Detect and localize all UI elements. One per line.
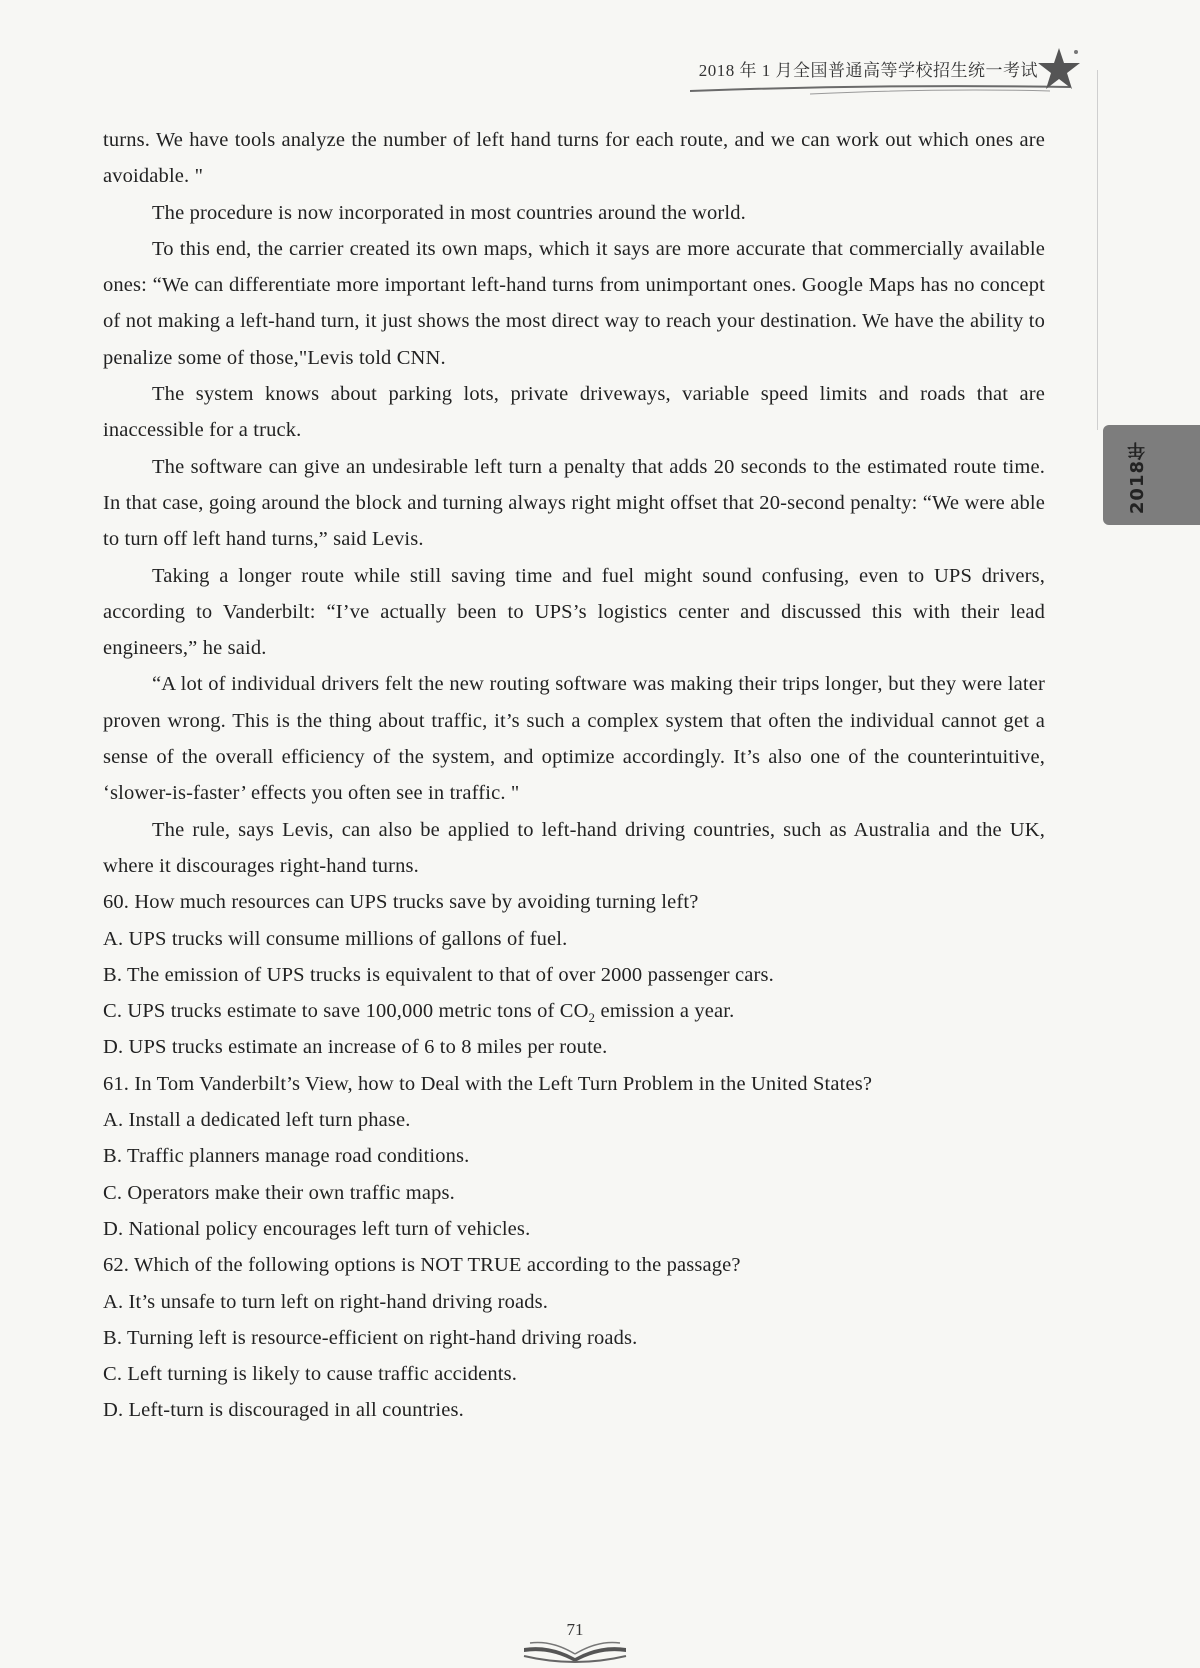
option-d: D. Left-turn is discouraged in all countries. bbox=[103, 1399, 464, 1422]
page-number: 71 bbox=[566, 1620, 584, 1639]
option-b: B. Traffic planners manage road conditions. bbox=[103, 1145, 470, 1168]
passage bbox=[103, 122, 1045, 884]
question-stem: 60. How much resources can UPS trucks save by avoiding turning left? bbox=[103, 891, 699, 914]
paragraph: Taking a longer route while still saving time and fuel might sound confusing, even to UPS drivers, according to Vanderbilt: “I’ve actually been to UPS’s logistics center and discussed this with their lead engineers,” he said. bbox=[103, 564, 1045, 660]
paragraph: “A lot of individual drivers felt the new routing software was making their trips longer, but they were later proven wrong. This is the thing about traffic, it’s such a complex system that often the individual cannot get a sense of the overall efficiency of the system, and optimize accordingly. It’s also one of the counterintuitive, ‘slower-is-faster’ effects you often see in traffic. " bbox=[103, 673, 1045, 805]
exam-title: 2018 年 1 月全国普通高等学校招生统一考试 bbox=[698, 61, 1038, 80]
header-swoosh-decoration bbox=[690, 82, 1070, 96]
option-c: C. Left turning is likely to cause traffic accidents. bbox=[103, 1363, 518, 1386]
option-a: A. It’s unsafe to turn left on right-hand driving roads. bbox=[103, 1290, 549, 1313]
star-icon bbox=[1036, 46, 1082, 92]
option-c bbox=[103, 993, 1045, 1029]
subscript: 2 bbox=[588, 1010, 596, 1026]
passage-content bbox=[103, 122, 1045, 1429]
option-a: A. Install a dedicated left turn phase. bbox=[103, 1109, 411, 1132]
paragraph: The system knows about parking lots, private driveways, variable speed limits and roads that are inaccessible for a truck. bbox=[103, 383, 1045, 442]
option-d: D. National policy encourages left turn of vehicles. bbox=[103, 1217, 531, 1240]
paragraph: turns. We have tools analyze the number of left hand turns for each route, and we can work out which ones are avoidable. " bbox=[103, 129, 1045, 188]
question-stem: 61. In Tom Vanderbilt’s View, how to Deal with the Left Turn Problem in the United States? bbox=[103, 1072, 873, 1095]
paragraph: The rule, says Levis, can also be applied to left-hand driving countries, such as Australia and the UK, where it discourages right-hand turns. bbox=[103, 818, 1045, 877]
option-c: C. Operators make their own traffic maps. bbox=[103, 1181, 455, 1204]
option-b: B. The emission of UPS trucks is equivalent to that of over 2000 passenger cars. bbox=[103, 963, 774, 986]
page-footer bbox=[515, 1620, 635, 1668]
year-side-tab bbox=[1103, 425, 1200, 525]
option-b: B. Turning left is resource-efficient on right-hand driving roads. bbox=[103, 1326, 638, 1349]
question-61 bbox=[103, 1066, 1045, 1247]
open-book-icon bbox=[520, 1638, 630, 1664]
paragraph: The procedure is now incorporated in most countries around the world. bbox=[152, 201, 746, 224]
question-62 bbox=[103, 1247, 1045, 1428]
year-tab-label: 2018年 bbox=[1127, 441, 1148, 515]
question-stem: 62. Which of the following options is NOT TRUE according to the passage? bbox=[103, 1254, 741, 1277]
paragraph: To this end, the carrier created its own maps, which it says are more accurate that commercially available ones: “We can differentiate more important left-hand turns from unimportant ones. Google Maps has no concept of not making a left-hand turn, it just shows the most direct way to reach your destination. We have the ability to penalize some of those,"Levis told CNN. bbox=[103, 237, 1045, 369]
paragraph: The software can give an undesirable left turn a penalty that adds 20 seconds to the estimated route time. In that case, going around the block and turning always right might offset that 20-second penalty: “We were able to turn off left hand turns,” said Levis. bbox=[103, 455, 1045, 551]
question-60 bbox=[103, 884, 1045, 1065]
page-header bbox=[690, 52, 1110, 102]
option-a: A. UPS trucks will consume millions of gallons of fuel. bbox=[103, 927, 568, 950]
option-c-text: C. UPS trucks estimate to save 100,000 metric tons of CO bbox=[103, 1000, 589, 1023]
page-border bbox=[1097, 70, 1098, 430]
option-d: D. UPS trucks estimate an increase of 6 to 8 miles per route. bbox=[103, 1036, 608, 1059]
option-c-text-end: emission a year. bbox=[595, 1000, 735, 1023]
